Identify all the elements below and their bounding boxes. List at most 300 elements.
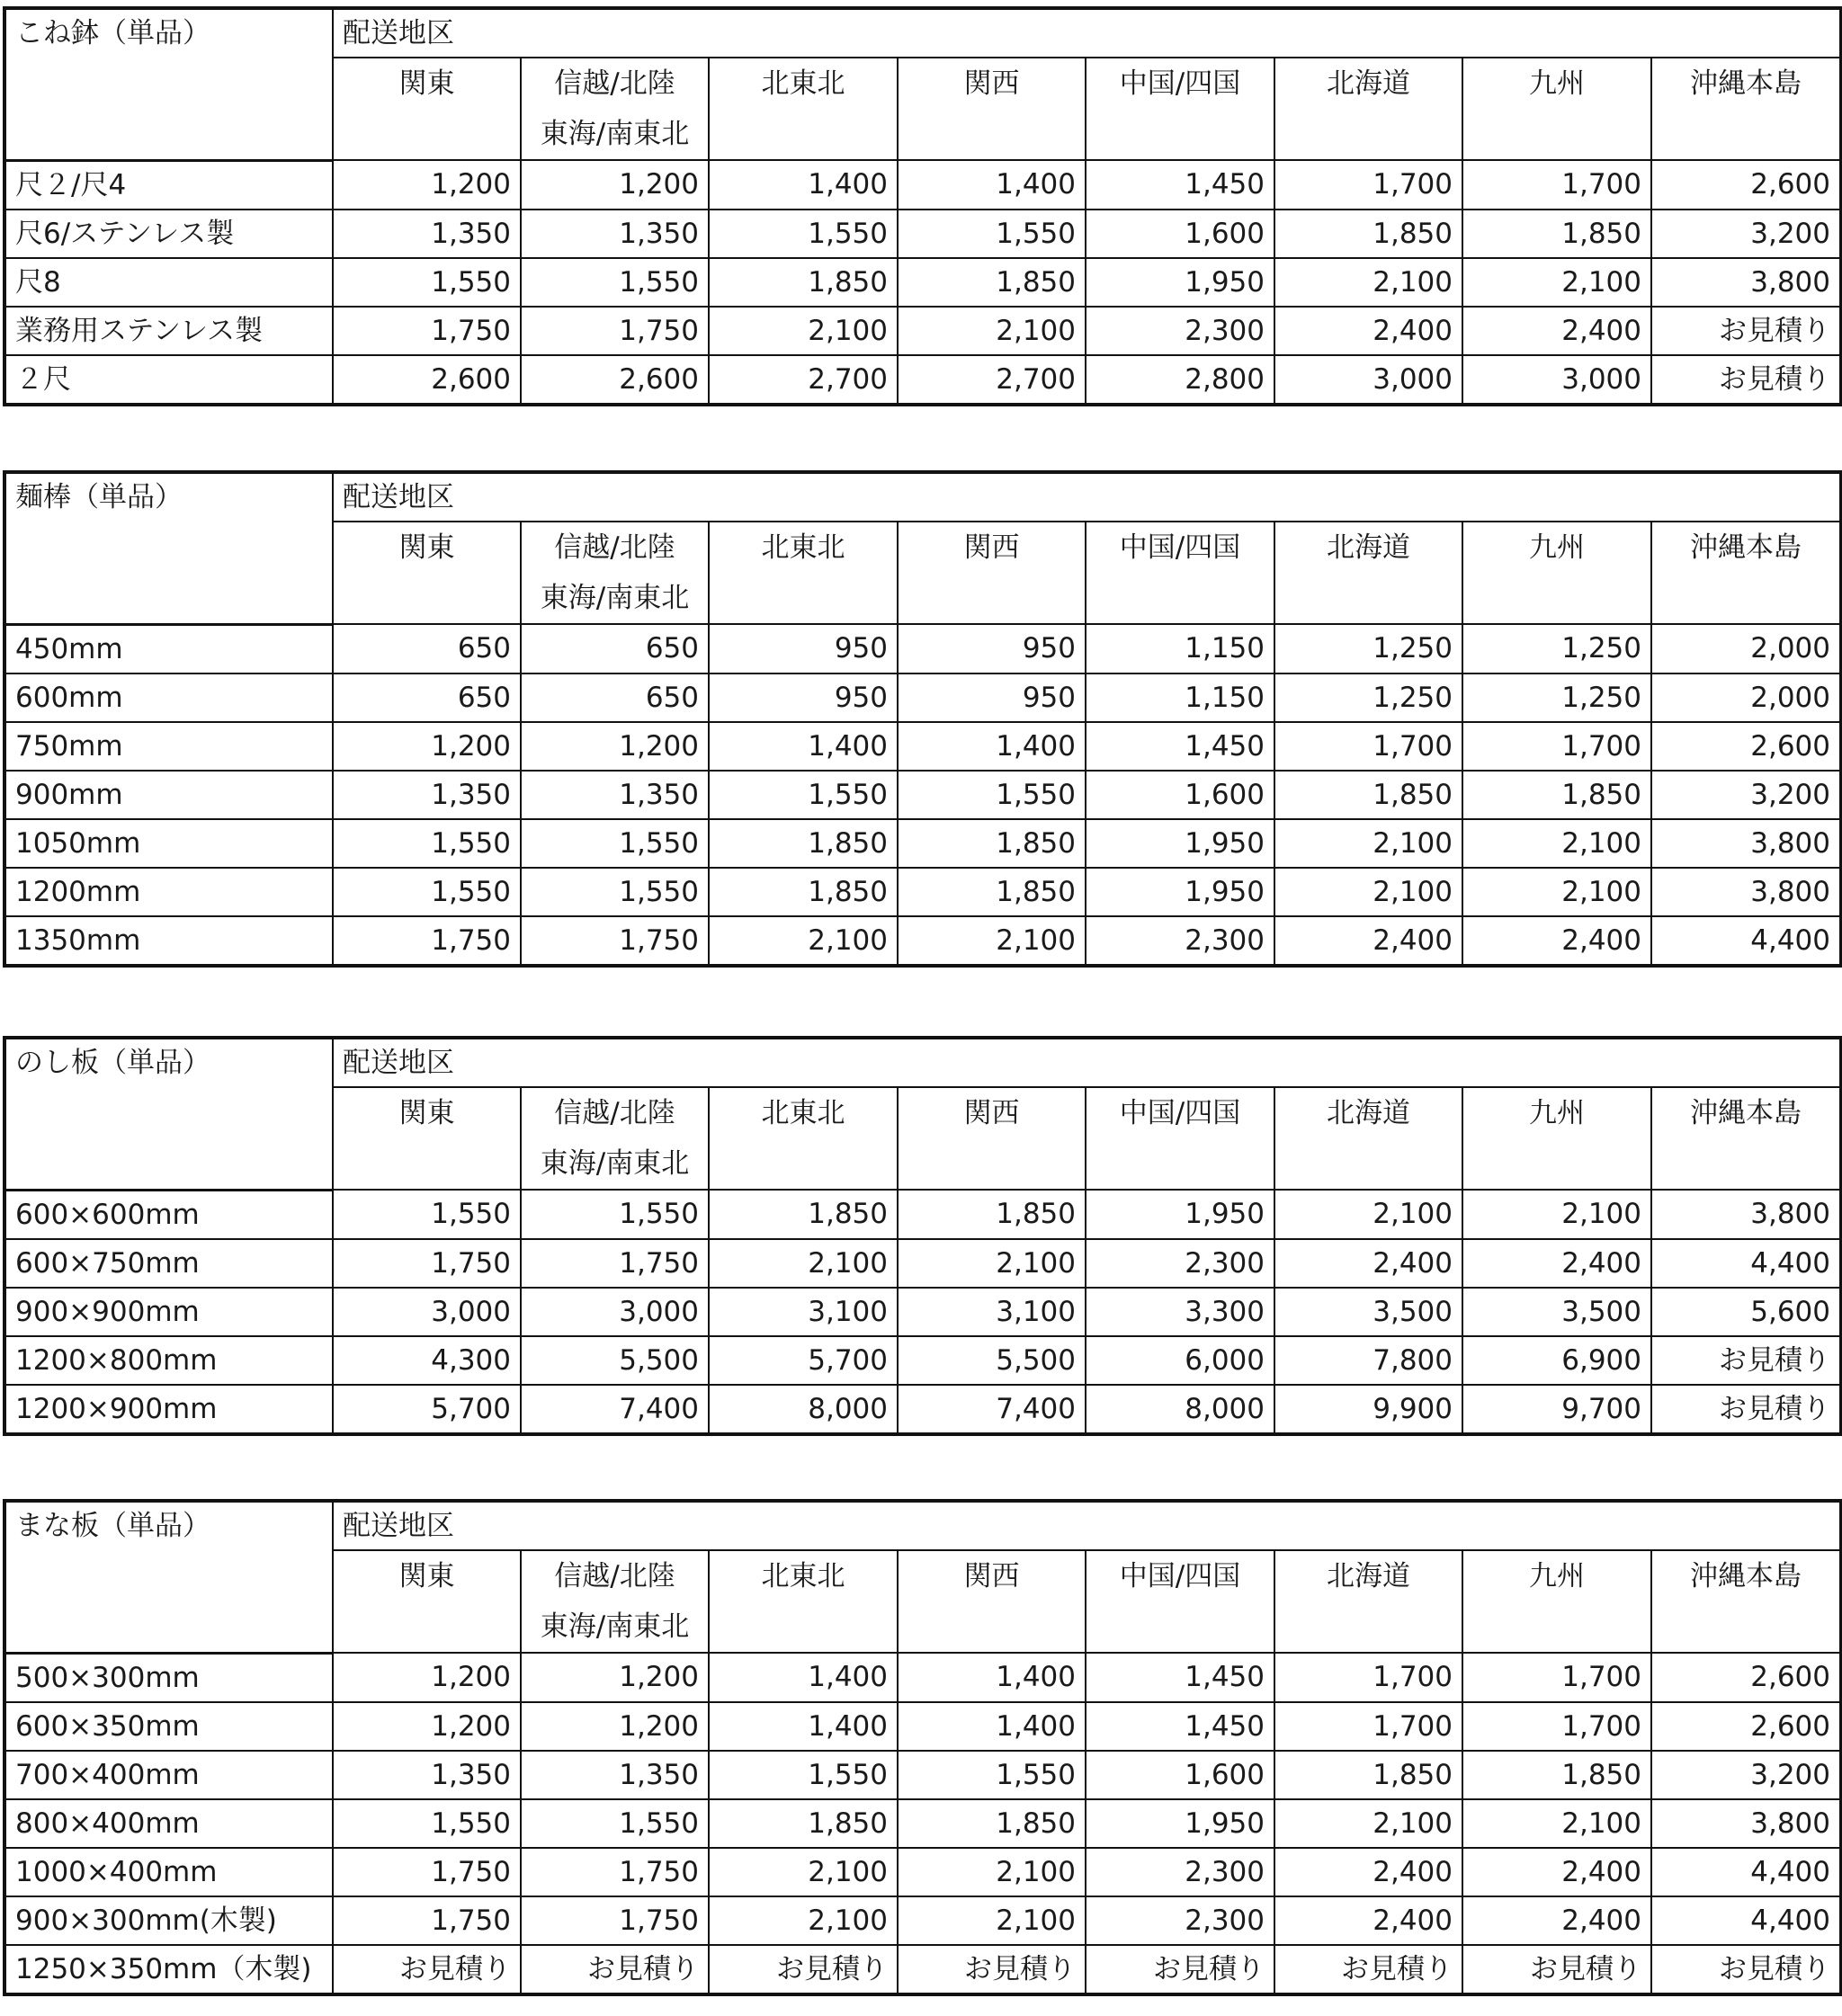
- price-cell: 2,100: [709, 1239, 898, 1288]
- price-cell: 1,850: [1462, 771, 1651, 819]
- price-cell: 6,000: [1086, 1336, 1274, 1385]
- region-name-line1: 信越/北陸: [554, 531, 675, 564]
- price-cell: 3,800: [1651, 1799, 1841, 1848]
- region-header: [1462, 522, 1651, 624]
- region-header: [1651, 1550, 1841, 1653]
- header-row: [4, 472, 1841, 522]
- price-cell: 3,800: [1651, 1190, 1841, 1239]
- price-cell: 1,550: [709, 1751, 898, 1799]
- price-cell: 950: [709, 673, 898, 722]
- price-cell: 1,550: [521, 258, 709, 307]
- price-cell: 5,500: [521, 1336, 709, 1385]
- table-row: [4, 1288, 1841, 1336]
- size-label: 1000×400mm: [4, 1848, 333, 1896]
- price-cell: 1,750: [333, 916, 521, 966]
- price-cell: 1,550: [898, 771, 1086, 819]
- price-cell: 1,550: [709, 210, 898, 258]
- price-cell: 1,400: [898, 1702, 1086, 1751]
- price-cell: 1,550: [521, 1799, 709, 1848]
- price-cell: 2,700: [898, 355, 1086, 405]
- price-cell: 1,850: [709, 258, 898, 307]
- price-cell: 2,100: [1274, 258, 1462, 307]
- table-row: [4, 673, 1841, 722]
- region-header: [521, 522, 709, 624]
- region-header: [898, 1550, 1086, 1653]
- price-cell: 1,600: [1086, 210, 1274, 258]
- price-cell: お見積り: [1274, 1945, 1462, 1994]
- price-cell: お見積り: [1462, 1945, 1651, 1994]
- price-cell: 1,250: [1462, 624, 1651, 673]
- region-name-line2: 東海/南東北: [540, 1610, 690, 1643]
- price-cell: 1,550: [521, 868, 709, 916]
- rate-table: [3, 1499, 1842, 1996]
- price-cell: 650: [521, 624, 709, 673]
- region-header: [1086, 522, 1274, 624]
- price-cell: 1,550: [333, 258, 521, 307]
- region-header: [709, 522, 898, 624]
- price-cell: 2,100: [898, 916, 1086, 966]
- price-cell: 1,600: [1086, 1751, 1274, 1799]
- region-header: [1462, 1550, 1651, 1653]
- region-name-line1: 北東北: [761, 1097, 845, 1129]
- region-name-line1: 信越/北陸: [554, 1097, 675, 1129]
- price-cell: 1,700: [1274, 160, 1462, 210]
- price-cell: 650: [333, 673, 521, 722]
- price-cell: 1,150: [1086, 673, 1274, 722]
- region-header: [1274, 522, 1462, 624]
- rate-table-wrap: [3, 1036, 1839, 1436]
- price-cell: 9,700: [1462, 1385, 1651, 1434]
- price-cell: お見積り: [1651, 355, 1841, 405]
- price-cell: 1,250: [1274, 673, 1462, 722]
- price-cell: 1,550: [521, 1190, 709, 1239]
- price-cell: 2,300: [1086, 1239, 1274, 1288]
- price-cell: 1,350: [333, 1751, 521, 1799]
- rate-table-wrap: [3, 1499, 1839, 1996]
- price-cell: 2,300: [1086, 916, 1274, 966]
- size-label: 800×400mm: [4, 1799, 333, 1848]
- region-header: [1086, 58, 1274, 160]
- price-cell: 1,550: [521, 819, 709, 868]
- size-label: 500×300mm: [4, 1653, 333, 1702]
- region-header: [709, 58, 898, 160]
- table-row: [4, 1385, 1841, 1434]
- price-cell: 1,750: [333, 1896, 521, 1945]
- price-cell: お見積り: [1086, 1945, 1274, 1994]
- price-cell: 2,100: [709, 916, 898, 966]
- region-header: [1462, 58, 1651, 160]
- table-row: [4, 1896, 1841, 1945]
- region-name-line1: 関西: [963, 67, 1020, 100]
- price-cell: 2,400: [1274, 1896, 1462, 1945]
- region-name-line1: 沖縄本島: [1690, 531, 1802, 564]
- price-cell: 1,700: [1462, 1653, 1651, 1702]
- region-name-line1: 九州: [1529, 531, 1585, 564]
- rate-table-wrap: [3, 6, 1839, 406]
- delivery-area-label: 配送地区: [333, 1038, 1841, 1087]
- price-cell: 2,400: [1462, 1848, 1651, 1896]
- price-cell: 8,000: [709, 1385, 898, 1434]
- price-cell: 1,550: [333, 868, 521, 916]
- region-name-line1: 関東: [398, 1560, 455, 1592]
- price-cell: 2,100: [1274, 868, 1462, 916]
- price-cell: 1,550: [898, 1751, 1086, 1799]
- delivery-area-label: 配送地区: [333, 1501, 1841, 1550]
- region-header: [521, 1550, 709, 1653]
- price-cell: 1,750: [333, 1239, 521, 1288]
- table-row: [4, 1702, 1841, 1751]
- table-row: [4, 771, 1841, 819]
- price-cell: 8,000: [1086, 1385, 1274, 1434]
- region-name-line1: 北東北: [761, 67, 845, 100]
- price-cell: 3,000: [1274, 355, 1462, 405]
- price-cell: 1,250: [1462, 673, 1651, 722]
- price-cell: 2,100: [898, 307, 1086, 355]
- price-cell: 1,850: [1274, 771, 1462, 819]
- region-name-line1: 北東北: [761, 531, 845, 564]
- price-cell: 3,100: [709, 1288, 898, 1336]
- table-row: [4, 916, 1841, 966]
- price-cell: 2,600: [333, 355, 521, 405]
- size-label: 600mm: [4, 673, 333, 722]
- delivery-area-label: 配送地区: [333, 8, 1841, 58]
- table-row: [4, 722, 1841, 771]
- price-cell: 2,400: [1274, 1239, 1462, 1288]
- price-cell: 1,200: [333, 1702, 521, 1751]
- region-header: [333, 1550, 521, 1653]
- price-cell: 5,700: [333, 1385, 521, 1434]
- price-cell: お見積り: [1651, 1336, 1841, 1385]
- price-cell: 1,450: [1086, 1702, 1274, 1751]
- price-cell: 1,550: [898, 210, 1086, 258]
- price-cell: 1,700: [1462, 1702, 1651, 1751]
- price-cell: 2,000: [1651, 673, 1841, 722]
- size-label: 600×750mm: [4, 1239, 333, 1288]
- header-row: [4, 1038, 1841, 1087]
- price-cell: 1,200: [521, 722, 709, 771]
- price-cell: 1,750: [521, 1896, 709, 1945]
- price-cell: 1,850: [709, 819, 898, 868]
- rate-table: [3, 1036, 1842, 1436]
- price-cell: 2,000: [1651, 624, 1841, 673]
- region-name-line1: 北海道: [1327, 531, 1410, 564]
- price-cell: 950: [898, 673, 1086, 722]
- region-header: [1086, 1550, 1274, 1653]
- price-cell: 6,900: [1462, 1336, 1651, 1385]
- region-name-line2: 東海/南東北: [540, 582, 690, 614]
- price-cell: 2,100: [709, 1896, 898, 1945]
- table-row: [4, 1190, 1841, 1239]
- price-cell: 2,300: [1086, 1896, 1274, 1945]
- region-name-line1: 関西: [963, 1560, 1020, 1592]
- region-name-line1: 関東: [398, 531, 455, 564]
- header-row: [4, 1501, 1841, 1550]
- size-label: 1200×900mm: [4, 1385, 333, 1434]
- price-cell: 1,750: [521, 916, 709, 966]
- price-cell: 4,400: [1651, 1239, 1841, 1288]
- rate-table: [3, 470, 1842, 968]
- price-cell: 1,450: [1086, 160, 1274, 210]
- price-cell: 2,300: [1086, 307, 1274, 355]
- price-cell: 1,400: [709, 160, 898, 210]
- price-cell: 1,200: [333, 722, 521, 771]
- region-header: [1462, 1087, 1651, 1190]
- price-cell: 2,100: [1462, 819, 1651, 868]
- price-cell: 1,950: [1086, 258, 1274, 307]
- region-header: [1651, 58, 1841, 160]
- price-cell: 7,400: [898, 1385, 1086, 1434]
- price-cell: 5,600: [1651, 1288, 1841, 1336]
- size-label: 700×400mm: [4, 1751, 333, 1799]
- price-cell: 1,950: [1086, 819, 1274, 868]
- region-header: [1274, 1550, 1462, 1653]
- price-cell: 1,700: [1274, 722, 1462, 771]
- region-header: [709, 1550, 898, 1653]
- price-cell: 950: [898, 624, 1086, 673]
- price-cell: 2,600: [1651, 722, 1841, 771]
- price-cell: 1,850: [709, 1799, 898, 1848]
- size-label: 尺２/尺4: [4, 160, 333, 210]
- price-cell: 1,450: [1086, 1653, 1274, 1702]
- price-cell: 2,100: [1462, 868, 1651, 916]
- price-cell: 3,100: [898, 1288, 1086, 1336]
- price-cell: 1,950: [1086, 868, 1274, 916]
- header-row: [4, 8, 1841, 58]
- price-cell: 3,300: [1086, 1288, 1274, 1336]
- region-header: [1651, 1087, 1841, 1190]
- price-cell: 1,350: [521, 210, 709, 258]
- price-cell: 1,400: [709, 1653, 898, 1702]
- price-cell: 1,700: [1274, 1653, 1462, 1702]
- price-cell: お見積り: [1651, 1385, 1841, 1434]
- region-header: [333, 1087, 521, 1190]
- price-cell: 2,600: [1651, 160, 1841, 210]
- table-row: [4, 210, 1841, 258]
- price-cell: 3,800: [1651, 868, 1841, 916]
- price-cell: 1,850: [1462, 1751, 1651, 1799]
- price-cell: 1,950: [1086, 1190, 1274, 1239]
- price-cell: 1,850: [1462, 210, 1651, 258]
- region-name-line1: 北海道: [1327, 1097, 1410, 1129]
- region-name-line1: 中国/四国: [1119, 67, 1241, 100]
- price-cell: 1,600: [1086, 771, 1274, 819]
- region-header: [898, 58, 1086, 160]
- price-cell: 1,850: [898, 1799, 1086, 1848]
- table-row: [4, 160, 1841, 210]
- price-cell: 5,500: [898, 1336, 1086, 1385]
- price-cell: 3,800: [1651, 819, 1841, 868]
- price-cell: 3,200: [1651, 210, 1841, 258]
- delivery-area-label: 配送地区: [333, 472, 1841, 522]
- price-cell: 2,400: [1462, 916, 1651, 966]
- price-cell: 2,400: [1462, 1239, 1651, 1288]
- price-cell: 2,100: [1274, 1799, 1462, 1848]
- price-cell: 2,600: [1651, 1653, 1841, 1702]
- table-row: [4, 307, 1841, 355]
- price-cell: 3,000: [333, 1288, 521, 1336]
- product-title: こね鉢（単品）: [4, 8, 333, 160]
- region-name-line1: 北海道: [1327, 67, 1410, 100]
- rate-table-wrap: [3, 470, 1839, 968]
- region-name-line1: 中国/四国: [1119, 1097, 1241, 1129]
- price-cell: 2,100: [1274, 819, 1462, 868]
- size-label: 1250×350mm（木製): [4, 1945, 333, 1994]
- region-name-line1: 中国/四国: [1119, 531, 1241, 564]
- table-row: [4, 258, 1841, 307]
- region-name-line2: 東海/南東北: [540, 1147, 690, 1180]
- region-name-line1: 沖縄本島: [1690, 67, 1802, 100]
- region-name-line1: 信越/北陸: [554, 1560, 675, 1592]
- size-label: ２尺: [4, 355, 333, 405]
- product-title: 麺棒（単品）: [4, 472, 333, 624]
- region-name-line1: 沖縄本島: [1690, 1097, 1802, 1129]
- region-name-line1: 関西: [963, 531, 1020, 564]
- price-cell: 1,700: [1274, 1702, 1462, 1751]
- price-cell: 1,450: [1086, 722, 1274, 771]
- price-cell: 9,900: [1274, 1385, 1462, 1434]
- price-cell: 1,400: [898, 722, 1086, 771]
- price-cell: 2,600: [521, 355, 709, 405]
- price-cell: 1,350: [521, 1751, 709, 1799]
- price-cell: 1,850: [1274, 210, 1462, 258]
- region-name-line1: 九州: [1529, 67, 1585, 100]
- region-header: [898, 522, 1086, 624]
- price-cell: 1,350: [333, 771, 521, 819]
- price-cell: 650: [333, 624, 521, 673]
- region-name-line1: 沖縄本島: [1690, 1560, 1802, 1592]
- price-cell: 2,100: [1462, 1799, 1651, 1848]
- price-cell: 2,400: [1462, 307, 1651, 355]
- table-row: [4, 1239, 1841, 1288]
- price-cell: 1,750: [333, 1848, 521, 1896]
- table-row: [4, 819, 1841, 868]
- table-row: [4, 355, 1841, 405]
- size-label: 1200mm: [4, 868, 333, 916]
- price-cell: 1,400: [898, 160, 1086, 210]
- price-cell: 3,800: [1651, 258, 1841, 307]
- size-label: 尺8: [4, 258, 333, 307]
- price-cell: 1,850: [898, 819, 1086, 868]
- region-name-line1: 中国/四国: [1119, 1560, 1241, 1592]
- region-name-line1: 九州: [1529, 1560, 1585, 1592]
- size-label: 1200×800mm: [4, 1336, 333, 1385]
- size-label: 1350mm: [4, 916, 333, 966]
- price-cell: 2,100: [898, 1896, 1086, 1945]
- table-row: [4, 1848, 1841, 1896]
- price-cell: 2,100: [709, 1848, 898, 1896]
- price-cell: 1,200: [333, 160, 521, 210]
- price-cell: 2,400: [1274, 1848, 1462, 1896]
- price-cell: 1,200: [521, 1702, 709, 1751]
- price-cell: 4,400: [1651, 1848, 1841, 1896]
- price-cell: 4,400: [1651, 1896, 1841, 1945]
- price-cell: 1,350: [333, 210, 521, 258]
- price-cell: 1,850: [898, 258, 1086, 307]
- table-row: [4, 1653, 1841, 1702]
- price-cell: 3,200: [1651, 1751, 1841, 1799]
- product-title: のし板（単品）: [4, 1038, 333, 1190]
- region-header: [1651, 522, 1841, 624]
- price-cell: お見積り: [709, 1945, 898, 1994]
- price-cell: 5,700: [709, 1336, 898, 1385]
- price-cell: 1,550: [333, 1190, 521, 1239]
- region-header: [898, 1087, 1086, 1190]
- price-cell: 1,400: [709, 722, 898, 771]
- price-cell: 1,750: [521, 307, 709, 355]
- price-cell: 2,100: [898, 1239, 1086, 1288]
- region-name-line1: 北東北: [761, 1560, 845, 1592]
- region-header: [709, 1087, 898, 1190]
- price-cell: 4,400: [1651, 916, 1841, 966]
- price-cell: お見積り: [521, 1945, 709, 1994]
- region-name-line1: 九州: [1529, 1097, 1585, 1129]
- price-cell: 3,000: [521, 1288, 709, 1336]
- price-cell: お見積り: [1651, 307, 1841, 355]
- region-name-line1: 北海道: [1327, 1560, 1410, 1592]
- price-cell: 2,400: [1462, 1896, 1651, 1945]
- size-label: 600×600mm: [4, 1190, 333, 1239]
- price-cell: 1,750: [521, 1239, 709, 1288]
- price-cell: 1,850: [898, 868, 1086, 916]
- price-cell: 1,850: [709, 1190, 898, 1239]
- rate-table: [3, 6, 1842, 406]
- price-cell: 1,550: [333, 1799, 521, 1848]
- price-cell: 3,500: [1274, 1288, 1462, 1336]
- price-cell: 1,400: [898, 1653, 1086, 1702]
- price-cell: 650: [521, 673, 709, 722]
- price-cell: 1,950: [1086, 1799, 1274, 1848]
- price-cell: 1,200: [521, 1653, 709, 1702]
- region-header: [521, 58, 709, 160]
- price-cell: 2,100: [1462, 258, 1651, 307]
- price-cell: 1,250: [1274, 624, 1462, 673]
- region-name-line1: 関東: [398, 67, 455, 100]
- price-cell: 1,750: [521, 1848, 709, 1896]
- price-cell: 2,600: [1651, 1702, 1841, 1751]
- price-cell: 2,400: [1274, 916, 1462, 966]
- price-cell: 1,850: [898, 1190, 1086, 1239]
- size-label: 900×300mm(木製): [4, 1896, 333, 1945]
- price-cell: 2,100: [1274, 1190, 1462, 1239]
- price-cell: 7,400: [521, 1385, 709, 1434]
- region-header: [1274, 58, 1462, 160]
- region-header: [1086, 1087, 1274, 1190]
- price-cell: 3,200: [1651, 771, 1841, 819]
- size-label: 750mm: [4, 722, 333, 771]
- region-header: [1274, 1087, 1462, 1190]
- price-cell: 1,150: [1086, 624, 1274, 673]
- price-cell: 4,300: [333, 1336, 521, 1385]
- size-label: 900mm: [4, 771, 333, 819]
- region-name-line1: 信越/北陸: [554, 67, 675, 100]
- price-cell: お見積り: [333, 1945, 521, 1994]
- price-cell: お見積り: [1651, 1945, 1841, 1994]
- price-cell: 2,700: [709, 355, 898, 405]
- size-label: 450mm: [4, 624, 333, 673]
- price-cell: 1,850: [1274, 1751, 1462, 1799]
- price-cell: 7,800: [1274, 1336, 1462, 1385]
- region-header: [333, 58, 521, 160]
- region-name-line2: 東海/南東北: [540, 118, 690, 150]
- table-row: [4, 1751, 1841, 1799]
- price-cell: 950: [709, 624, 898, 673]
- price-cell: 2,100: [1462, 1190, 1651, 1239]
- table-row: [4, 1336, 1841, 1385]
- size-label: 600×350mm: [4, 1702, 333, 1751]
- price-cell: 2,800: [1086, 355, 1274, 405]
- price-cell: 1,700: [1462, 160, 1651, 210]
- region-header: [333, 522, 521, 624]
